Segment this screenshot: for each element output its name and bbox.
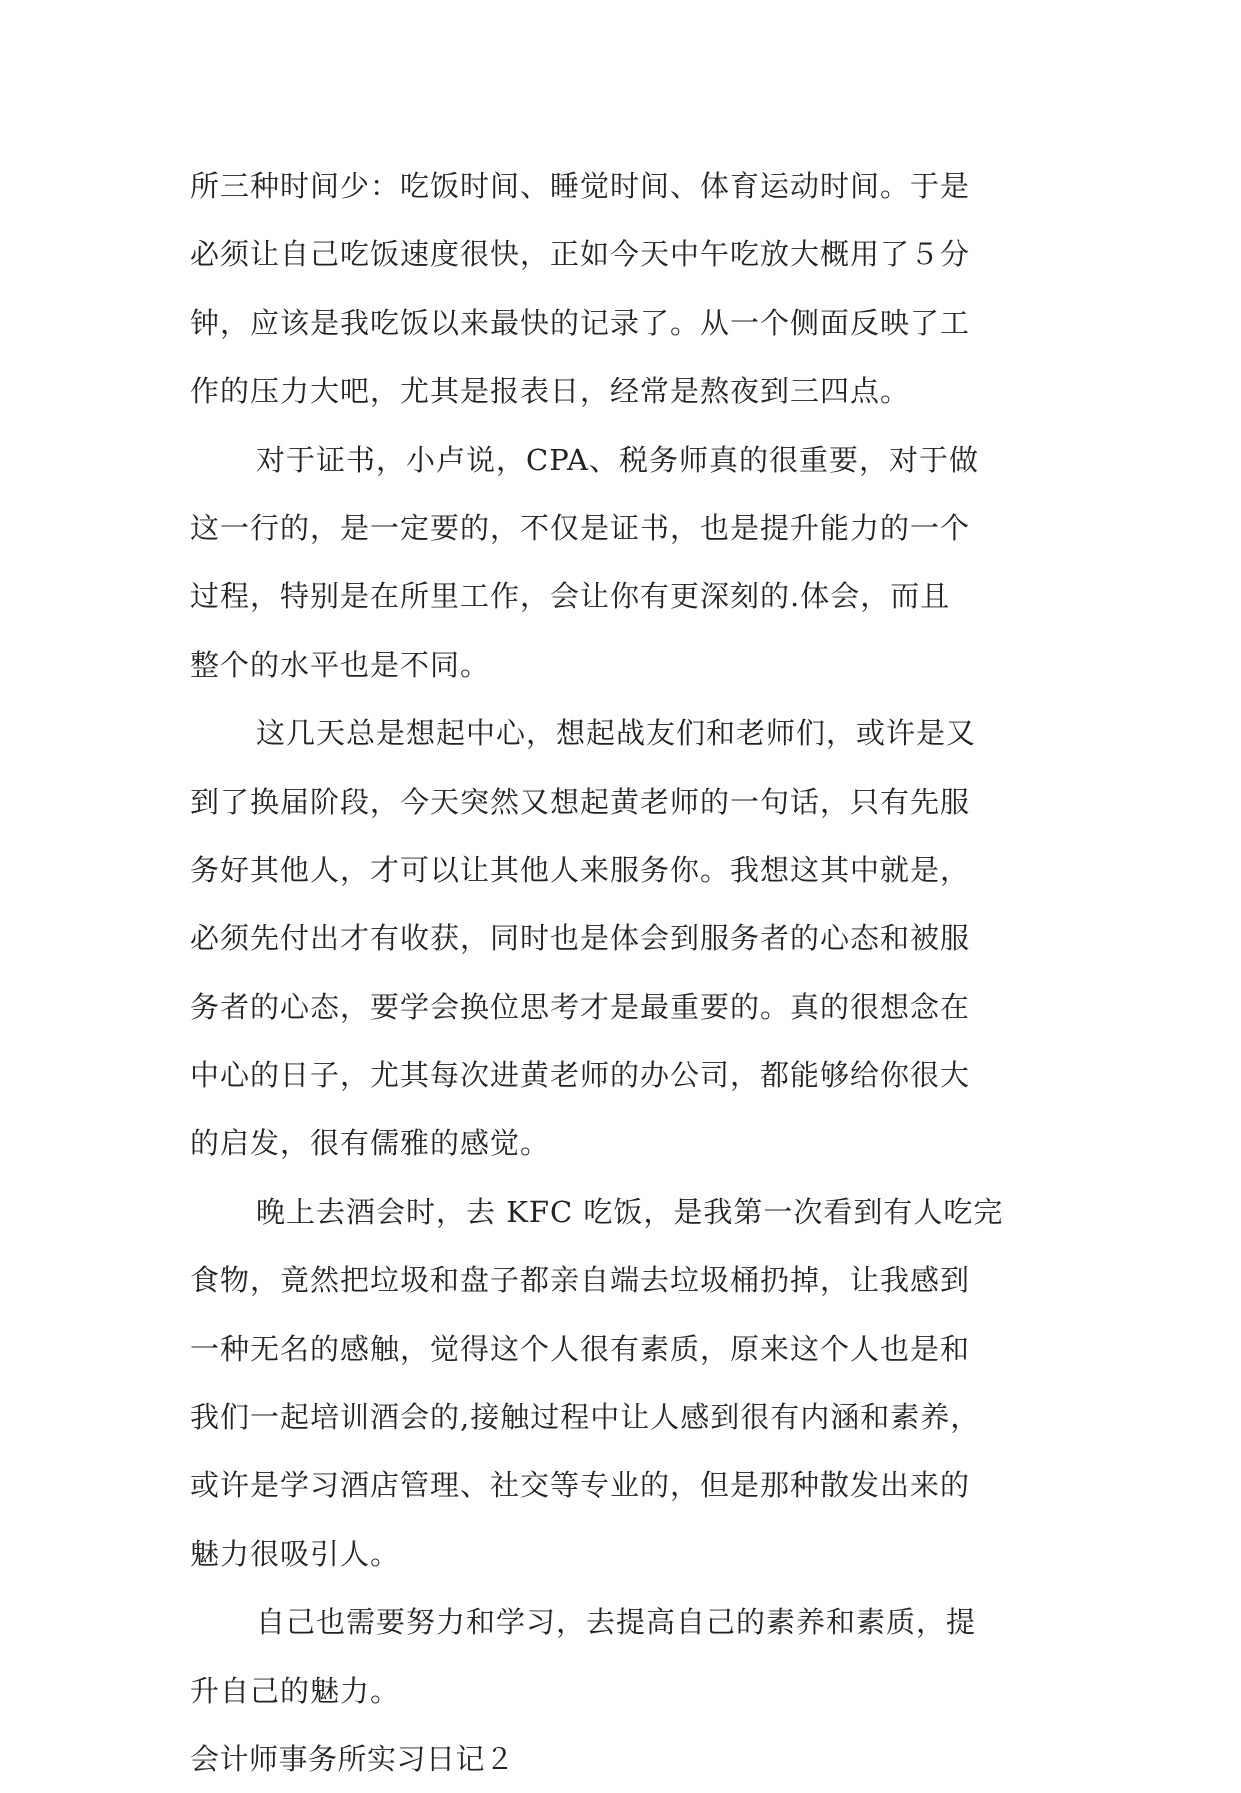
text-line: 作的压力大吧，尤其是报表日，经常是熬夜到三四点。: [190, 374, 911, 409]
paragraph: [190, 1588, 1050, 1725]
text-line: 过程，特别是在所里工作，会让你有更深刻的.体会，而且: [190, 579, 951, 614]
text-line: 我们一起培训酒会的,接触过程中让人感到很有内涵和素养，: [190, 1400, 981, 1435]
text-line: 升自己的魅力。: [190, 1673, 401, 1708]
text-line: 务者的心态，要学会换位思考才是最重要的。真的很想念在: [190, 989, 971, 1024]
text-line: 晚上去酒会时，去 KFC 吃饭，是我第一次看到有人吃完: [256, 1194, 1004, 1229]
paragraph: [190, 426, 1050, 700]
paragraph: [190, 1178, 1050, 1588]
text-line: 这一行的，是一定要的，不仅是证书，也是提升能力的一个: [190, 510, 971, 545]
text-line: 或许是学习酒店管理、社交等专业的，但是那种散发出来的: [190, 1468, 971, 1503]
section-heading: 会计师事务所实习日记２: [190, 1741, 515, 1776]
text-line: 对于证书，小卢说，CPA、税务师真的很重要，对于做: [256, 442, 979, 477]
text-line: 到了换届阶段，今天突然又想起黄老师的一句话，只有先服: [190, 784, 971, 819]
document-page: [190, 152, 1050, 1793]
text-line: 魅力很吸引人。: [190, 1536, 401, 1571]
text-line: 钟，应该是我吃饭以来最快的记录了。从一个侧面反映了工: [190, 305, 971, 340]
paragraph: [190, 699, 1050, 1178]
text-line: 整个的水平也是不同。: [190, 647, 491, 682]
text-line: 所三种时间少：吃饭时间、睡觉时间、体育运动时间。于是: [190, 169, 971, 203]
text-line: 的启发，很有儒雅的感觉。: [190, 1126, 551, 1161]
text-line: 这几天总是想起中心，想起战友们和老师们，或许是又: [256, 716, 977, 751]
text-line: 食物，竟然把垃圾和盘子都亲自端去垃圾桶扔掉，让我感到: [190, 1263, 971, 1298]
text-line: 自己也需要努力和学习，去提高自己的素养和素质，提: [256, 1605, 977, 1640]
text-line: 必须先付出才有收获，同时也是体会到服务者的心态和被服: [190, 921, 971, 956]
text-line: 一种无名的感触，觉得这个人很有素质，原来这个人也是和: [190, 1331, 971, 1366]
paragraph: [190, 152, 1050, 426]
text-line: 必须让自己吃饭速度很快，正如今天中午吃放大概用了５分: [190, 237, 971, 272]
text-line: 中心的日子，尤其每次进黄老师的办公司，都能够给你很大: [190, 1058, 971, 1093]
text-line: 务好其他人，才可以让其他人来服务你。我想这其中就是，: [190, 852, 971, 887]
